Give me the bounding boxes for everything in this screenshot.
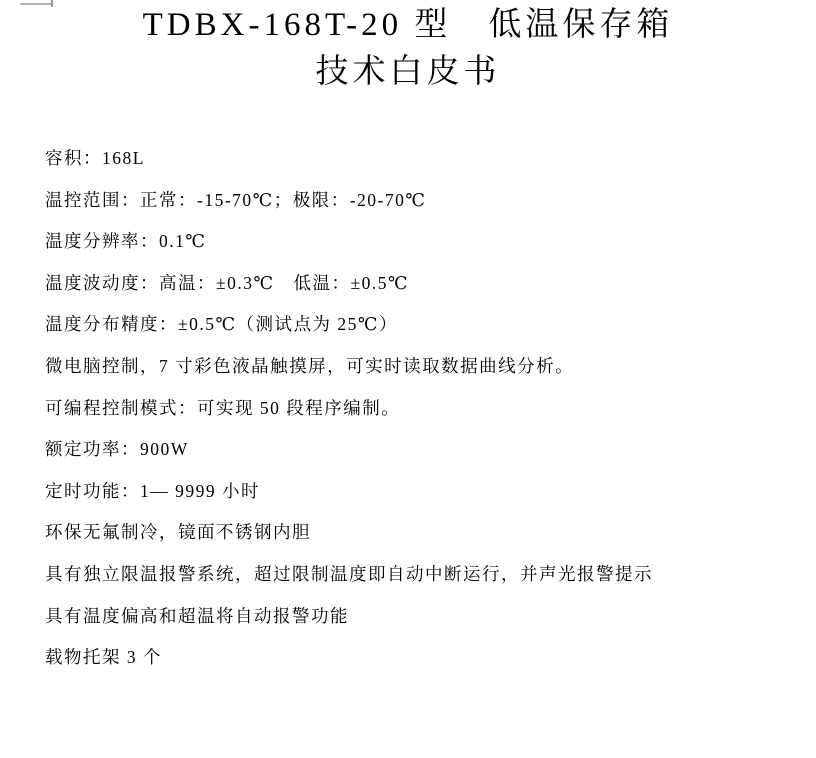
spec-line-timer-function: 定时功能：1— 9999 小时: [45, 480, 260, 501]
title-line-1: TDBX-168T-20 型 低温保存箱: [142, 7, 674, 43]
spec-line-over-temp-alarm: 具有温度偏高和超温将自动报警功能: [45, 605, 349, 626]
spec-line-temp-uniformity: 温度分布精度：±0.5℃（测试点为 25℃）: [45, 314, 399, 335]
spec-line-shelves: 载物托架 3 个: [45, 647, 162, 668]
title-line-2: 技术白皮书: [315, 54, 501, 90]
spec-line-eco-refrigeration: 环保无氟制冷，镜面不锈钢内胆: [45, 522, 311, 543]
spec-line-temp-range: 温控范围：正常：-15-70℃；极限：-20-70℃: [45, 189, 427, 210]
spec-line-programmable-mode: 可编程控制模式：可实现 50 段程序编制。: [45, 397, 401, 418]
spec-list: [45, 138, 786, 679]
spec-line-capacity: 容积：168L: [45, 148, 145, 168]
spec-line-temp-resolution: 温度分辨率：0.1℃: [45, 231, 207, 252]
spec-line-controller: 微电脑控制，7 寸彩色液晶触摸屏，可实时读取数据曲线分析。: [45, 355, 575, 376]
spec-line-temp-fluctuation: 温度波动度：高温：±0.3℃ 低温：±0.5℃: [45, 272, 410, 293]
spec-line-limit-alarm-system: 具有独立限温报警系统，超过限制温度即自动中断运行，并声光报警提示: [45, 563, 653, 584]
document-title: [0, 2, 816, 96]
spec-line-rated-power: 额定功率：900W: [45, 439, 189, 460]
